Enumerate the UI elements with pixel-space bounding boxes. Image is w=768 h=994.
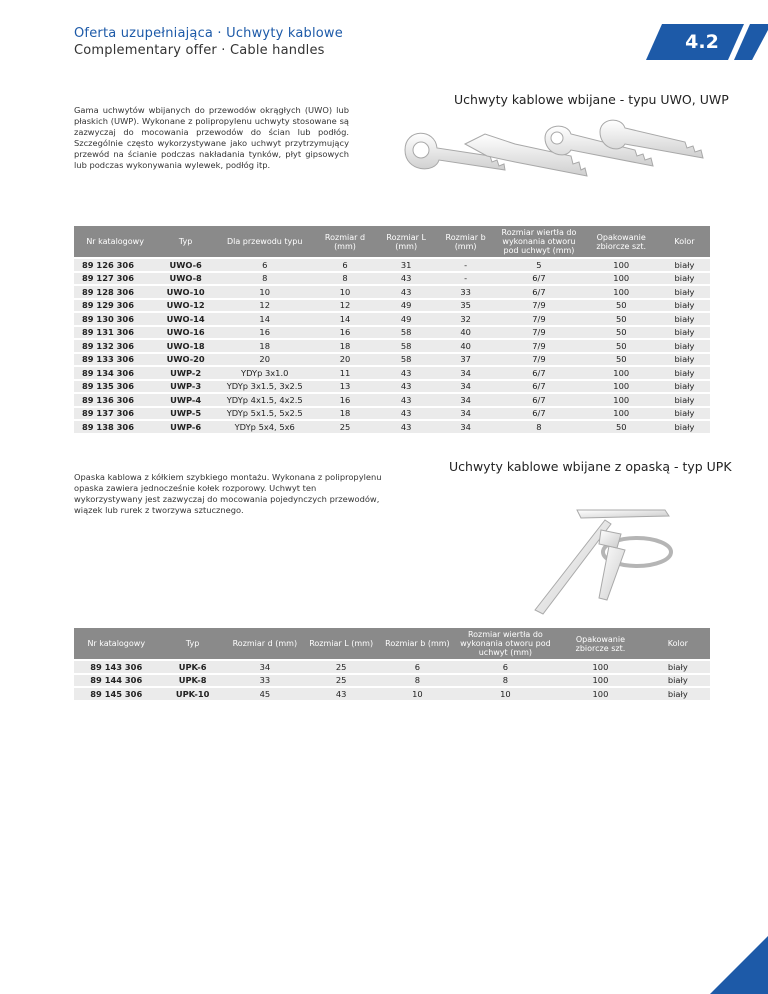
table-row xyxy=(74,367,710,379)
table-header-row xyxy=(74,226,710,257)
table-cell: 25 xyxy=(314,421,375,433)
section2-intro: Opaska kablowa z kółkiem szybkiego montażu. Wykonana z polipropylenu opaska zawiera jednocześnie kołek rozporowy. Uchwyt ten wykorzystywany jest zazwyczaj do mocowania pojedynczych przewodów, wiązek lub rurek z tworzywa sztucznego. xyxy=(74,472,382,515)
table-cell: 20 xyxy=(215,354,314,366)
col-catalog-number: Nr katalogowy xyxy=(74,628,159,659)
table-cell: 100 xyxy=(583,394,659,406)
table-cell: UWP-5 xyxy=(156,408,215,420)
table-cell: 50 xyxy=(583,300,659,312)
table-cell: 6/7 xyxy=(494,408,583,420)
table-cell: 34 xyxy=(437,408,495,420)
table-cell: 89 135 306 xyxy=(74,381,156,393)
table-cell: 8 xyxy=(379,675,455,687)
table-cell: 10 xyxy=(456,688,556,700)
table-cell: 89 145 306 xyxy=(74,688,159,700)
table-cell: UWO-20 xyxy=(156,354,215,366)
table-cell: 49 xyxy=(376,313,437,325)
header-title-pl: Oferta uzupełniająca · Uchwyty kablowe xyxy=(74,26,343,41)
table-cell: biały xyxy=(659,367,710,379)
table-cell: 100 xyxy=(555,688,645,700)
table-cell: 89 138 306 xyxy=(74,421,156,433)
table-cell: 100 xyxy=(583,367,659,379)
table-cell: 35 xyxy=(437,300,495,312)
table-cell: 43 xyxy=(376,408,437,420)
col-size-d: Rozmiar d (mm) xyxy=(314,226,375,257)
table-cell: 43 xyxy=(376,394,437,406)
table-cell: biały xyxy=(646,661,710,673)
col-size-d: Rozmiar d (mm) xyxy=(227,628,303,659)
table-cell: 6 xyxy=(379,661,455,673)
table-cell: UWO-14 xyxy=(156,313,215,325)
table-cell: 89 143 306 xyxy=(74,661,159,673)
table-cell: 100 xyxy=(555,675,645,687)
table-cell: 6/7 xyxy=(494,381,583,393)
table-cell: 43 xyxy=(303,688,379,700)
table-cell: 37 xyxy=(437,354,495,366)
table-cell: 16 xyxy=(314,394,375,406)
table-cell: 6/7 xyxy=(494,273,583,285)
table-row xyxy=(74,286,710,298)
table-cell: YDYp 5x1.5, 5x2.5 xyxy=(215,408,314,420)
table-cell: YDYp 3x1.5, 3x2.5 xyxy=(215,381,314,393)
table-cell: biały xyxy=(659,394,710,406)
table-cell: 18 xyxy=(314,340,375,352)
table-cell: 32 xyxy=(437,313,495,325)
table-cell: 6 xyxy=(314,259,375,271)
table-row xyxy=(74,300,710,312)
table-cell: biały xyxy=(659,286,710,298)
col-size-b: Rozmiar b (mm) xyxy=(437,226,495,257)
table-cell: 8 xyxy=(314,273,375,285)
table-cell: biały xyxy=(659,381,710,393)
table-cell: 40 xyxy=(437,327,495,339)
table-cell: UWP-3 xyxy=(156,381,215,393)
table-cell: UPK-10 xyxy=(159,688,227,700)
table-cell: 45 xyxy=(227,688,303,700)
col-catalog-number: Nr katalogowy xyxy=(74,226,156,257)
col-size-l: Rozmiar L (mm) xyxy=(376,226,437,257)
uwo-uwp-table xyxy=(74,224,710,435)
table-cell: biały xyxy=(659,273,710,285)
col-color: Kolor xyxy=(646,628,710,659)
table-cell: UWO-10 xyxy=(156,286,215,298)
table-cell: 25 xyxy=(303,675,379,687)
table-cell: 43 xyxy=(376,273,437,285)
table-cell: 100 xyxy=(583,408,659,420)
table-cell: 89 127 306 xyxy=(74,273,156,285)
table-cell: UWO-6 xyxy=(156,259,215,271)
table-cell: 50 xyxy=(583,313,659,325)
upk-table xyxy=(74,626,710,702)
table-cell: 7/9 xyxy=(494,313,583,325)
col-color: Kolor xyxy=(659,226,710,257)
table-cell: 18 xyxy=(314,408,375,420)
table-cell: 89 129 306 xyxy=(74,300,156,312)
table-cell: 89 133 306 xyxy=(74,354,156,366)
section1-title: Uchwyty kablowe wbijane - typu UWO, UWP xyxy=(454,92,729,107)
table-cell: 50 xyxy=(583,340,659,352)
table-cell: biały xyxy=(659,327,710,339)
table-cell: biały xyxy=(659,408,710,420)
table-cell: 5 xyxy=(494,259,583,271)
table-row xyxy=(74,408,710,420)
table-row xyxy=(74,381,710,393)
table-cell: YDYp 5x4, 5x6 xyxy=(215,421,314,433)
table-row xyxy=(74,394,710,406)
table-cell: 100 xyxy=(583,273,659,285)
table-cell: 16 xyxy=(215,327,314,339)
table-cell: 43 xyxy=(376,381,437,393)
table-cell: 12 xyxy=(215,300,314,312)
page-number: 79 xyxy=(727,953,741,963)
table-cell: 8 xyxy=(456,675,556,687)
table-cell: biały xyxy=(659,313,710,325)
table-cell: 14 xyxy=(314,313,375,325)
table-cell: 58 xyxy=(376,327,437,339)
table-cell: 34 xyxy=(437,367,495,379)
uwo-uwp-product-photo xyxy=(395,110,715,210)
table-cell: UWO-12 xyxy=(156,300,215,312)
table-cell: 100 xyxy=(583,259,659,271)
table-cell: 6 xyxy=(456,661,556,673)
table-cell: 50 xyxy=(583,327,659,339)
table-cell: 13 xyxy=(314,381,375,393)
table-cell: UWO-8 xyxy=(156,273,215,285)
table-cell: 33 xyxy=(227,675,303,687)
table-cell: 89 131 306 xyxy=(74,327,156,339)
header-title-en: Complementary offer · Cable handles xyxy=(74,43,325,58)
table-cell: YDYp 3x1.0 xyxy=(215,367,314,379)
table-cell: 6/7 xyxy=(494,367,583,379)
table-cell: 7/9 xyxy=(494,327,583,339)
chapter-number: 4.2 xyxy=(685,31,719,53)
table-cell: 6/7 xyxy=(494,286,583,298)
table-row xyxy=(74,340,710,352)
table-row xyxy=(74,259,710,271)
col-type: Typ xyxy=(159,628,227,659)
table-cell: 100 xyxy=(583,286,659,298)
table-row xyxy=(74,675,710,687)
col-package: Opakowanie zbiorcze szt. xyxy=(583,226,659,257)
upk-product-photo xyxy=(525,490,710,620)
table-row xyxy=(74,313,710,325)
table-cell: biały xyxy=(646,688,710,700)
table-cell: 89 136 306 xyxy=(74,394,156,406)
table-cell: 18 xyxy=(215,340,314,352)
table-cell: 34 xyxy=(437,394,495,406)
table-cell: 89 130 306 xyxy=(74,313,156,325)
table-cell: 89 134 306 xyxy=(74,367,156,379)
table-cell: UWO-18 xyxy=(156,340,215,352)
table-cell: 89 137 306 xyxy=(74,408,156,420)
table-cell: 7/9 xyxy=(494,354,583,366)
table-cell: 50 xyxy=(583,421,659,433)
table-cell: 11 xyxy=(314,367,375,379)
table-cell: 6 xyxy=(215,259,314,271)
col-drill-size: Rozmiar wiertła do wykonania otworu pod uchwyt (mm) xyxy=(494,226,583,257)
col-package: Opakowanie zbiorcze szt. xyxy=(555,628,645,659)
table-cell: 14 xyxy=(215,313,314,325)
table-cell: 100 xyxy=(583,381,659,393)
table-row xyxy=(74,661,710,673)
table-cell: 58 xyxy=(376,354,437,366)
table-cell: 33 xyxy=(437,286,495,298)
table-header-row xyxy=(74,628,710,659)
table-cell: biały xyxy=(659,421,710,433)
table-cell: 89 126 306 xyxy=(74,259,156,271)
table-row xyxy=(74,273,710,285)
table-cell: 50 xyxy=(583,354,659,366)
col-size-l: Rozmiar L (mm) xyxy=(303,628,379,659)
table-cell: 89 132 306 xyxy=(74,340,156,352)
table-cell: 10 xyxy=(215,286,314,298)
table-cell: 10 xyxy=(379,688,455,700)
table-cell: UWP-6 xyxy=(156,421,215,433)
table-cell: 100 xyxy=(555,661,645,673)
table-cell: 34 xyxy=(227,661,303,673)
col-size-b: Rozmiar b (mm) xyxy=(379,628,455,659)
table-cell: UWO-16 xyxy=(156,327,215,339)
table-cell: UPK-8 xyxy=(159,675,227,687)
table-cell: 16 xyxy=(314,327,375,339)
table-cell: - xyxy=(437,273,495,285)
table-row xyxy=(74,688,710,700)
table-cell: UWP-2 xyxy=(156,367,215,379)
page-number-tab xyxy=(710,936,768,994)
table-cell: 89 144 306 xyxy=(74,675,159,687)
col-type: Typ xyxy=(156,226,215,257)
table-cell: UWP-4 xyxy=(156,394,215,406)
table-cell: 43 xyxy=(376,421,437,433)
table-cell: 6/7 xyxy=(494,394,583,406)
table-cell: 8 xyxy=(215,273,314,285)
table-cell: biały xyxy=(659,354,710,366)
table-cell: - xyxy=(437,259,495,271)
table-cell: biały xyxy=(659,259,710,271)
table-cell: YDYp 4x1.5, 4x2.5 xyxy=(215,394,314,406)
table-row xyxy=(74,354,710,366)
table-cell: 40 xyxy=(437,340,495,352)
col-drill-size: Rozmiar wiertła do wykonania otworu pod uchwyt (mm) xyxy=(456,628,556,659)
table-cell: 20 xyxy=(314,354,375,366)
table-cell: 10 xyxy=(314,286,375,298)
table-cell: 49 xyxy=(376,300,437,312)
upk-table-body xyxy=(74,661,710,700)
table-cell: 7/9 xyxy=(494,300,583,312)
table-cell: 89 128 306 xyxy=(74,286,156,298)
table-row xyxy=(74,421,710,433)
table-cell: biały xyxy=(659,340,710,352)
table-row xyxy=(74,327,710,339)
table-cell: 43 xyxy=(376,286,437,298)
table-cell: 34 xyxy=(437,421,495,433)
section2-title: Uchwyty kablowe wbijane z opaską - typ UPK xyxy=(449,459,732,474)
table-cell: 58 xyxy=(376,340,437,352)
uwo-uwp-table-body xyxy=(74,259,710,433)
table-cell: biały xyxy=(659,300,710,312)
section1-intro: Gama uchwytów wbijanych do przewodów okrągłych (UWO) lub płaskich (UWP). Wykonane z polipropylenu uchwyty stosowane są zazwyczaj do mocowania przewodów do ścian lub podłóg. Szczególnie często wykorzystywane jako uchwyt przytrzymujący przewód na ścianie podczas nakładania tynków, płyt gipsowych lub podczas wykonywania wylewek, podłóg itp. xyxy=(74,105,349,170)
table-cell: biały xyxy=(646,675,710,687)
table-cell: 7/9 xyxy=(494,340,583,352)
table-cell: 8 xyxy=(494,421,583,433)
table-cell: 34 xyxy=(437,381,495,393)
col-cable-type: Dla przewodu typu xyxy=(215,226,314,257)
table-cell: UPK-6 xyxy=(159,661,227,673)
table-cell: 25 xyxy=(303,661,379,673)
table-cell: 12 xyxy=(314,300,375,312)
table-cell: 43 xyxy=(376,367,437,379)
table-cell: 31 xyxy=(376,259,437,271)
